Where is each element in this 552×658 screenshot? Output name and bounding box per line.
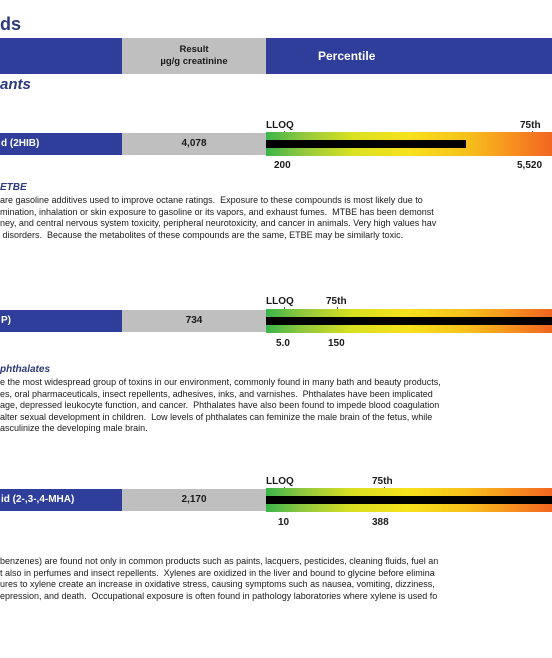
text-line: t also in perfumes and insect repellents. Xylenes are oxidized in the liver and bound to glycine before elimina [0,567,435,578]
text-line: mination, inhalation or skin exposure to gasoline or its vapors, and exhaust fumes. MTBE has been demonst [0,206,434,217]
result-value: 734 [122,310,266,332]
lloq-value: 5.0 [276,338,290,349]
result-unit-label: µg/g creatinine [160,56,228,67]
analyte-name: id (2-,3-,4-MHA) [0,489,122,511]
p75-label: 75th [326,296,347,307]
paragraph-title: phthalates [0,364,51,375]
text-line: alter sexual development in children. Low levels of phthalates can feminize the male brain of the fetus, while [0,411,433,422]
paragraph-title: ETBE [0,182,27,193]
paragraph-text [0,377,552,435]
text-line: e the most widespread group of toxins in our environment, commonly found in many bath and beauty products, [0,377,441,387]
p75-value: 388 [372,517,389,528]
analyte-name: P) [0,310,122,332]
p75-label: 75th [520,120,541,131]
analyte-name: d (2HIB) [0,133,122,155]
header-analyte-cell [0,38,122,74]
result-value: 2,170 [122,489,266,511]
header-percentile-cell [266,38,552,74]
result-bar [266,317,552,325]
lloq-value: 10 [278,517,290,528]
text-line: are gasoline additives used to improve octane ratings. Exposure to these compounds is most likely due to [0,195,423,205]
text-line: ney, and central nervous system toxicity, peripheral neurotoxicity, and cancer in animals. Very high values hav [0,218,437,228]
p75-value: 5,520 [517,160,543,171]
text-line: disorders. Because the metabolites of these compounds are the same, ETBE may be similarly toxic. [0,229,404,240]
result-bar [266,496,552,504]
result-header-label: Result [179,44,209,55]
percentile-header-label: Percentile [318,49,376,63]
header-result-cell [122,38,266,74]
text-line: age, depressed leukocyte function, and cancer. Phthalates have also been found to impede blood coagulation [0,400,440,410]
paragraph-text [0,556,552,602]
text-line: epression, and death. Occupational exposure is often found in pathology laboratories where xylene is used fo [0,590,438,601]
p75-value: 150 [328,338,345,349]
text-line: benzenes) are found not only in common products such as paints, lacquers, pesticides, cleaning fluids, fuel an [0,556,439,566]
text-line: ures to xylene create an increase in oxidative stress, causing symptoms such as nausea, vomiting, dizziness, [0,579,435,589]
lloq-label: LLOQ [266,476,294,487]
result-value: 4,078 [122,133,266,155]
result-bar [266,140,466,148]
paragraph-text [0,195,552,241]
lloq-label: LLOQ [266,120,294,131]
page-title: ds [0,14,22,34]
text-line: asculinize the developing male brain. [0,423,148,433]
section-subtitle: ants [0,76,31,93]
p75-label: 75th [372,476,393,487]
text-line: es, oral pharmaceuticals, insect repellents, adhesives, inks, and varnishes. Phthalates have been implicated [0,388,433,399]
lloq-label: LLOQ [266,296,294,307]
lloq-value: 200 [274,160,291,171]
